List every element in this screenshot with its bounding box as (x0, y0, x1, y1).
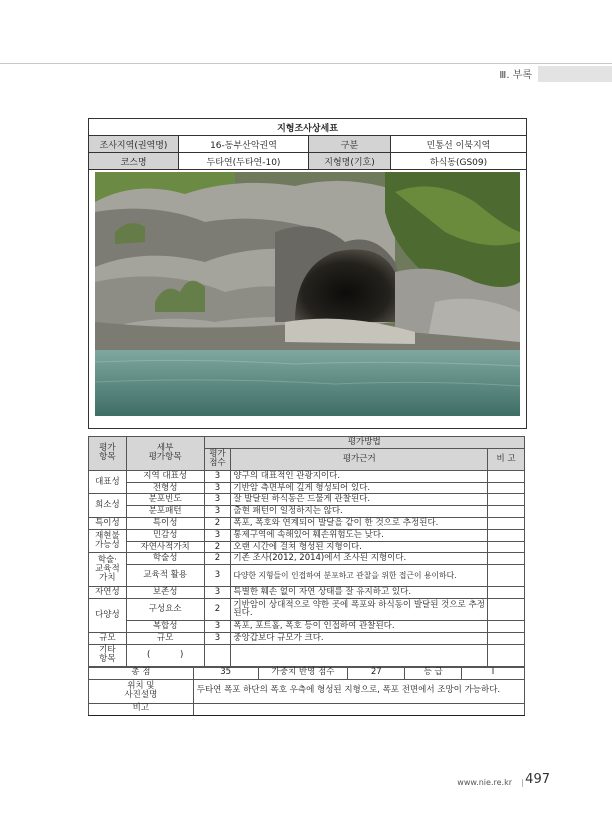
col-remark: 비 고 (488, 448, 525, 470)
chapter-label: Ⅲ. 부록 (499, 70, 532, 81)
score-cell: 3 (204, 470, 231, 482)
cat-cell: 특이성 (89, 517, 127, 529)
cat-cell: 규모 (89, 632, 127, 644)
basis-cell: 기반암이 상대적으로 약한 곳에 폭포와 하식동이 발달된 것으로 추정된다. (231, 598, 488, 620)
score-cell: 3 (204, 632, 231, 644)
remark-cell (488, 482, 525, 494)
category-value: 민통선 이북지역 (391, 136, 527, 153)
detail-cell: 분포빈도 (126, 494, 204, 506)
summary-table (88, 667, 525, 716)
landform-value: 하식동(GS09) (391, 153, 527, 170)
region-value: 16-동부산악권역 (179, 136, 309, 153)
detail-cell: 보존성 (126, 587, 204, 599)
table-row (89, 470, 525, 482)
location-label: 위치 및 사진설명 (89, 679, 194, 703)
detail-cell: ( ) (126, 644, 204, 666)
basis-cell: 기반암 측면부에 깊게 형성되어 있다. (231, 482, 488, 494)
table-row (89, 506, 525, 518)
category-label: 구분 (309, 136, 391, 153)
region-label: 조사지역(권역명) (89, 136, 179, 153)
detail-cell: 교육적 활용 (126, 565, 204, 587)
table-row (89, 482, 525, 494)
score-cell: 3 (204, 587, 231, 599)
col-basis: 평가근거 (231, 448, 488, 470)
grade-value: I (462, 667, 525, 679)
score-cell: 3 (204, 506, 231, 518)
basis-cell: 잘 발달된 하식동은 드물게 관찰된다. (231, 494, 488, 506)
total-value: 35 (193, 667, 258, 679)
header-table (88, 118, 527, 429)
detail-cell: 민감성 (126, 529, 204, 541)
landform-label: 지형명(기호) (309, 153, 391, 170)
detail-cell: 특이성 (126, 517, 204, 529)
detail-cell: 학술성 (126, 553, 204, 565)
score-cell: 3 (204, 494, 231, 506)
total-row (89, 667, 525, 679)
col-method: 평가방법 (204, 437, 525, 449)
detail-cell: 복합성 (126, 620, 204, 632)
cat-cell: 기타 항목 (89, 644, 127, 666)
remark-cell (488, 644, 525, 666)
landform-photo (95, 172, 520, 416)
weighted-value: 27 (348, 667, 405, 679)
basis-cell: 폭포, 포트홀, 폭호 등이 인접하여 관찰된다. (231, 620, 488, 632)
footer-separator: | (521, 778, 524, 787)
remark-cell (488, 553, 525, 565)
detail-cell: 분포패턴 (126, 506, 204, 518)
table-row (89, 587, 525, 599)
cat-cell: 자연성 (89, 587, 127, 599)
score-cell: 2 (204, 517, 231, 529)
detail-cell: 규모 (126, 632, 204, 644)
total-label: 총 점 (89, 667, 194, 679)
basis-cell: 기존 조사(2012, 2014)에서 조사된 지형이다. (231, 553, 488, 565)
remark-cell (488, 620, 525, 632)
cat-cell: 학술· 교육적 가치 (89, 553, 127, 587)
remark-text (193, 703, 524, 715)
photo-cell (89, 170, 527, 429)
remark-cell (488, 598, 525, 620)
remark-row (89, 703, 525, 715)
score-cell: 2 (204, 598, 231, 620)
basis-cell: 폭포, 폭호와 연계되어 발달을 같이 한 것으로 추정된다. (231, 517, 488, 529)
remark-cell (488, 541, 525, 553)
col-item: 평가 항목 (89, 437, 127, 471)
location-text: 두타연 폭포 하단의 폭호 우측에 형성된 지형으로, 폭포 전면에서 조망이 가능하다. (193, 679, 524, 703)
basis-cell: 출현 패턴이 일정하지는 않다. (231, 506, 488, 518)
basis-cell: 다양한 지형들이 인접하여 분포하고 관찰을 위한 접근이 용이하다. (231, 565, 488, 587)
table-row (89, 598, 525, 620)
basis-cell: 통제구역에 속해있어 훼손위험도는 낮다. (231, 529, 488, 541)
weighted-label: 가중치 반영 점수 (258, 667, 348, 679)
detail-cell: 지역 대표성 (126, 470, 204, 482)
location-row (89, 679, 525, 703)
score-cell: 3 (204, 529, 231, 541)
detail-cell: 자연사적가치 (126, 541, 204, 553)
remark-cell (488, 506, 525, 518)
remark-cell (488, 632, 525, 644)
score-cell: 2 (204, 553, 231, 565)
basis-cell: 중앙갑보다 규모가 크다. (231, 632, 488, 644)
header-rule (0, 63, 612, 64)
detail-cell: 구성요소 (126, 598, 204, 620)
basis-cell: 오랜 시간에 걸쳐 형성된 지형이다. (231, 541, 488, 553)
table-row (89, 494, 525, 506)
course-label: 코스명 (89, 153, 179, 170)
cat-cell: 대표성 (89, 470, 127, 494)
col-detail: 세부 평가항목 (126, 437, 204, 471)
detail-cell: 전형성 (126, 482, 204, 494)
table-row (89, 565, 525, 587)
table-row (89, 620, 525, 632)
table-row (89, 553, 525, 565)
remark-cell (488, 470, 525, 482)
remark-cell (488, 565, 525, 587)
remark-cell (488, 494, 525, 506)
score-cell: 3 (204, 482, 231, 494)
page-number: 497 (525, 772, 550, 787)
footer-url: www.nie.re.kr (457, 778, 512, 787)
score-cell: 3 (204, 620, 231, 632)
sheet-title: 지형조사상세표 (89, 119, 527, 136)
course-value: 두타연(두타연-10) (179, 153, 309, 170)
table-row (89, 529, 525, 541)
basis-cell (231, 644, 488, 666)
survey-sheet (88, 118, 525, 716)
table-row (89, 541, 525, 553)
table-row (89, 517, 525, 529)
remark-cell (488, 529, 525, 541)
cat-cell: 다양성 (89, 598, 127, 632)
grade-label: 등 급 (405, 667, 462, 679)
score-cell: 3 (204, 565, 231, 587)
cat-cell: 희소성 (89, 494, 127, 518)
remark-cell (488, 517, 525, 529)
basis-cell: 양구의 대표적인 관광지이다. (231, 470, 488, 482)
table-row (89, 644, 525, 666)
chapter-tab (538, 66, 612, 82)
evaluation-table (88, 436, 525, 667)
col-score: 평가 점수 (204, 448, 231, 470)
remark-label: 비고 (89, 703, 194, 715)
table-row (89, 632, 525, 644)
cat-cell: 재현불 가능성 (89, 529, 127, 553)
basis-cell: 특별한 훼손 없이 자연 상태를 잘 유지하고 있다. (231, 587, 488, 599)
score-cell: 2 (204, 541, 231, 553)
remark-cell (488, 587, 525, 599)
score-cell (204, 644, 231, 666)
